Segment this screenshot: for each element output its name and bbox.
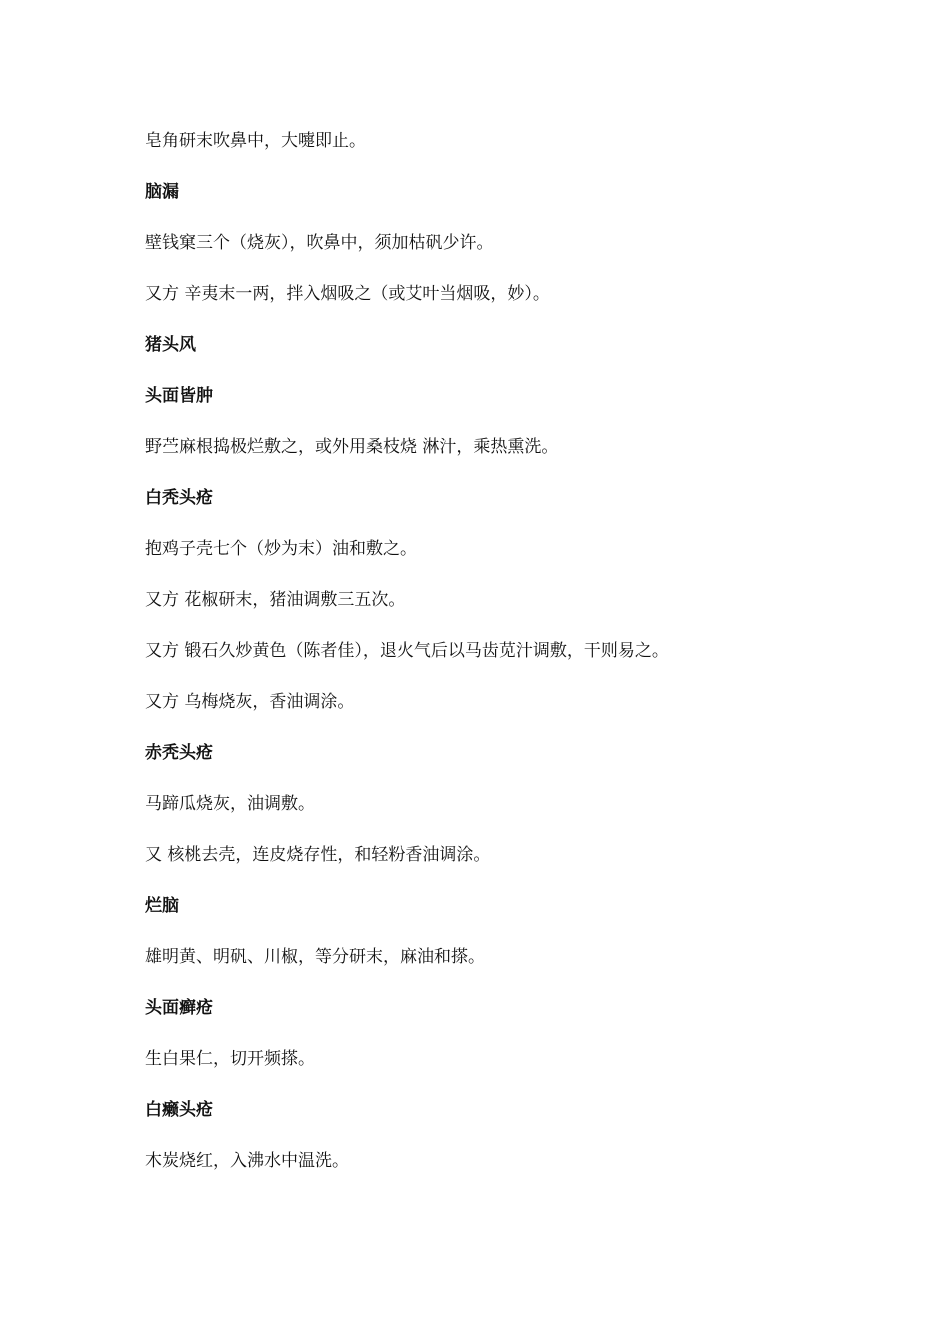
section-heading: 赤秃头疮: [145, 743, 213, 763]
paragraph: 马蹄瓜烧灰，油调敷。: [145, 794, 315, 814]
paragraph: 生白果仁，切开频搽。: [145, 1049, 315, 1069]
paragraph: 壁钱窠三个（烧灰），吹鼻中，须加枯矾少许。: [145, 233, 494, 253]
paragraph: 又方 花椒研末，猪油调敷三五次。: [145, 590, 406, 610]
paragraph: 又方 辛夷末一两，拌入烟吸之（或艾叶当烟吸，妙）。: [145, 284, 550, 304]
section-heading: 猪头风: [145, 335, 196, 355]
section-heading: 脑漏: [145, 182, 179, 202]
paragraph: 又方 乌梅烧灰，香油调涂。: [145, 692, 355, 712]
paragraph: 又方 锻石久炒黄色（陈者佳），退火气后以马齿苋汁调敷，干则易之。: [145, 641, 669, 661]
paragraph: 野苎麻根捣极烂敷之，或外用桑枝烧 淋汁，乘热熏洗。: [145, 437, 559, 457]
section-heading: 白秃头疮: [145, 488, 213, 508]
document-body: [145, 128, 905, 1199]
section-heading: 头面癣疮: [145, 998, 213, 1018]
section-heading: 烂脑: [145, 896, 179, 916]
section-heading: 头面皆肿: [145, 386, 213, 406]
paragraph: 雄明黄、明矾、川椒，等分研末，麻油和搽。: [145, 947, 485, 967]
paragraph: 又 核桃去壳，连皮烧存性，和轻粉香油调涂。: [145, 845, 491, 865]
paragraph: 抱鸡子壳七个（炒为末）油和敷之。: [145, 539, 417, 559]
paragraph: 皂角研末吹鼻中，大嚏即止。: [145, 131, 366, 151]
section-heading: 白癞头疮: [145, 1100, 213, 1120]
paragraph: 木炭烧红，入沸水中温洗。: [145, 1151, 349, 1171]
